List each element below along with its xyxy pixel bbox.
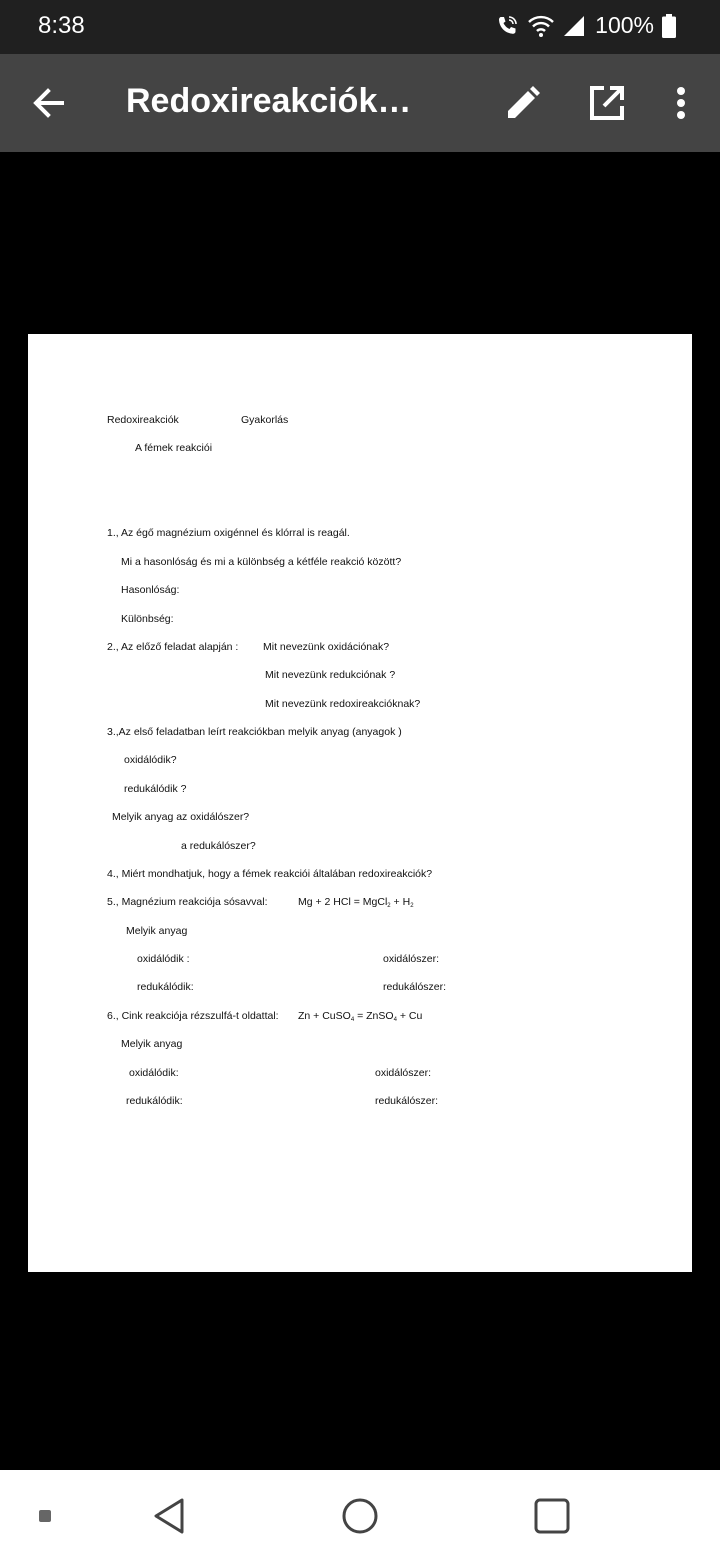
status-time: 8:38: [38, 12, 85, 39]
question-6-reducer: redukálószer:: [375, 1095, 439, 1107]
more-vert-icon: [660, 82, 702, 124]
open-external-icon: [586, 82, 628, 124]
app-bar: [0, 54, 720, 152]
question-2: 2., Az előző feladat alapján :: [107, 641, 239, 653]
signal-icon: [563, 15, 585, 37]
question-3-a: oxidálódik?: [124, 754, 177, 766]
arrow-back-icon: [28, 82, 70, 124]
recents-square-icon[interactable]: [38, 1509, 52, 1523]
question-5: 5., Magnézium reakciója sósavval:: [107, 896, 268, 908]
question-2-a: Mit nevezünk oxidációnak?: [263, 641, 390, 653]
nav-overview-button[interactable]: [532, 1496, 572, 1536]
navigation-bar: [0, 1470, 720, 1560]
open-in-app-button[interactable]: [586, 82, 628, 124]
wifi-icon: [527, 14, 555, 38]
doc-heading-sub: Gyakorlás: [241, 414, 289, 426]
question-6-oxidizer: oxidálószer:: [375, 1067, 432, 1079]
back-button[interactable]: [28, 82, 70, 124]
battery-icon: [662, 14, 676, 38]
question-5-reducer: redukálószer:: [383, 981, 447, 993]
question-6-oxidized: oxidálódik:: [129, 1067, 179, 1079]
question-2-c: Mit nevezünk redoxireakcióknak?: [265, 698, 421, 710]
question-5-oxidized: oxidálódik :: [137, 953, 190, 965]
question-1-b: Hasonlóság:: [121, 584, 180, 596]
question-1-a: Mi a hasonlóság és mi a különbség a kétféle reakció között?: [121, 556, 402, 568]
document-viewer[interactable]: [0, 152, 720, 1470]
question-3: 3.,Az első feladatban leírt reakciókban melyik anyag (anyagok ): [107, 726, 402, 738]
nav-home-button[interactable]: [340, 1496, 380, 1536]
battery-percent: 100%: [595, 12, 654, 38]
document-page[interactable]: [28, 334, 692, 1272]
nav-back-triangle-icon: [150, 1496, 190, 1536]
overview-square-icon: [532, 1496, 572, 1536]
document-title: Redoxireakciók…: [126, 82, 412, 120]
question-1: 1., Az égő magnézium oxigénnel és klórral is reagál.: [107, 527, 350, 539]
status-bar: [0, 0, 720, 54]
question-4: 4., Miért mondhatjuk, hogy a fémek reakciói általában redoxireakciók?: [107, 868, 433, 880]
question-6: 6., Cink reakciója rézszulfá-t oldattal:: [107, 1010, 279, 1022]
question-3-b: redukálódik ?: [124, 783, 187, 795]
status-icons: [495, 12, 676, 39]
doc-subtitle: A fémek reakciói: [135, 442, 213, 454]
question-3-d: a redukálószer?: [181, 840, 256, 852]
question-2-b: Mit nevezünk redukciónak ?: [265, 669, 396, 681]
question-5-reduced: redukálódik:: [137, 981, 194, 993]
question-5-oxidizer: oxidálószer:: [383, 953, 440, 965]
edit-button[interactable]: [502, 82, 544, 124]
pencil-icon: [502, 82, 544, 124]
question-6-reduced: redukálódik:: [126, 1095, 183, 1107]
question-6-which: Melyik anyag: [121, 1038, 183, 1050]
question-1-c: Különbség:: [121, 613, 174, 625]
doc-heading: Redoxireakciók: [107, 414, 179, 426]
more-options-button[interactable]: [660, 82, 702, 124]
home-circle-icon: [340, 1496, 380, 1536]
question-6-equation: Zn + CuSO$_4$ = ZnSO$_4$ + Cu: [298, 1010, 423, 1023]
question-5-equation: Mg + 2 HCl = MgCl$_2$ + $H_2$: [298, 896, 414, 909]
wifi-calling-icon: [495, 14, 519, 38]
question-5-which: Melyik anyag: [126, 925, 188, 937]
nav-back-button[interactable]: [150, 1496, 190, 1536]
question-3-c: Melyik anyag az oxidálószer?: [112, 811, 250, 823]
